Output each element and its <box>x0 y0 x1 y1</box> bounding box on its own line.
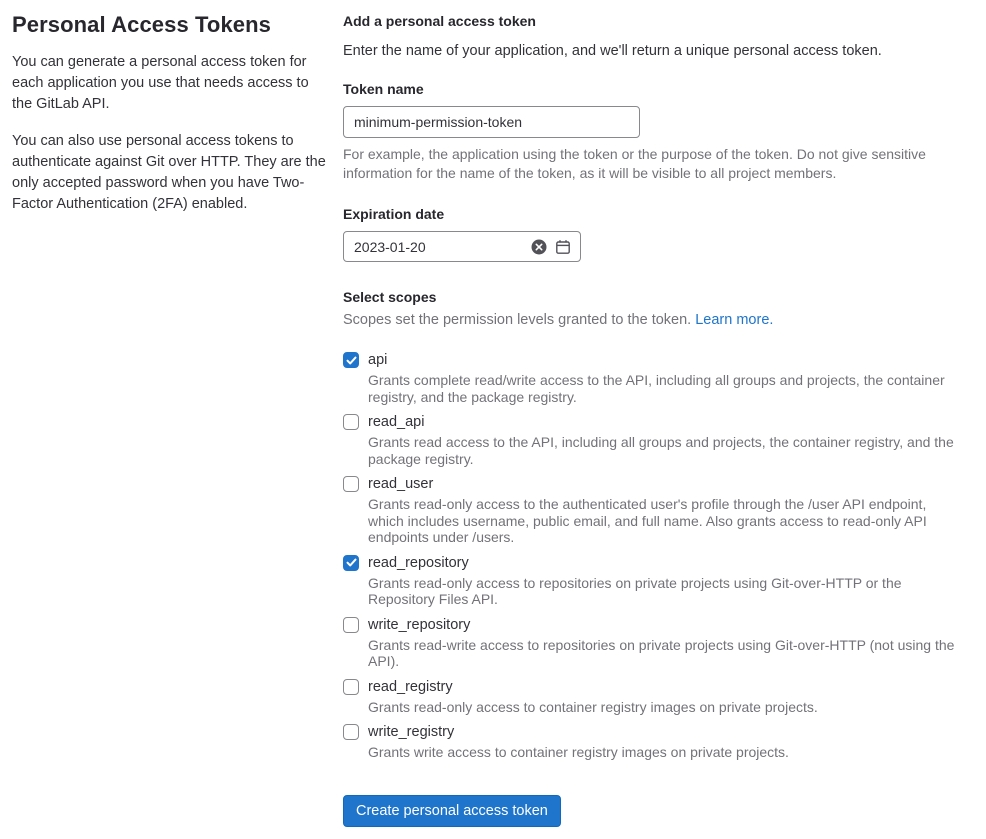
scope-name-label[interactable]: read_registry <box>368 678 453 695</box>
calendar-icon <box>555 239 571 255</box>
scope-description: Grants read access to the API, including all groups and projects, the container registry, and the package registry. <box>368 434 954 467</box>
scope-description: Grants write access to container registry images on private projects. <box>368 744 789 760</box>
add-token-form <box>343 12 963 827</box>
scope-name-label[interactable]: read_repository <box>368 554 469 571</box>
clear-date-button[interactable] <box>530 238 548 256</box>
scope-item-read_api <box>343 414 963 467</box>
scope-checkbox-write_repository[interactable] <box>343 617 359 633</box>
scope-checkbox-read_api[interactable] <box>343 414 359 430</box>
expiration-date-label: Expiration date <box>343 206 445 222</box>
scope-description: Grants read-only access to the authenticated user's profile through the /user API endpoint, which includes username, public email, and full name. Also grants access to read-only API endpoints under /users. <box>368 496 927 545</box>
circle-x-icon <box>531 239 547 255</box>
scope-checkbox-read_repository[interactable] <box>343 555 359 571</box>
description-paragraph: You can also use personal access tokens to authenticate against Git over HTTP. They are the only accepted password when you have Two-Factor Authentication (2FA) enabled. <box>12 133 326 212</box>
select-scopes-label: Select scopes <box>343 289 437 305</box>
scope-description: Grants read-only access to repositories on private projects using Git-over-HTTP or the Repository Files API. <box>368 574 902 607</box>
scope-description: Grants complete read/write access to the API, including all groups and projects, the container registry, and the package registry. <box>368 372 945 405</box>
scope-item-write_registry <box>343 724 963 761</box>
learn-more-link[interactable]: Learn more. <box>695 312 774 328</box>
token-name-label: Token name <box>343 81 424 97</box>
token-name-input[interactable] <box>343 106 640 138</box>
form-heading: Add a personal access token <box>343 13 536 29</box>
checkmark-icon <box>346 557 357 568</box>
scope-item-read_user <box>343 476 963 546</box>
scope-name-label[interactable]: read_api <box>368 414 425 430</box>
description-paragraph: You can generate a personal access token for each application you use that needs access to the GitLab API. <box>12 54 309 112</box>
scope-checkbox-read_user[interactable] <box>343 476 359 492</box>
scope-checkbox-read_registry[interactable] <box>343 679 359 695</box>
scope-description: Grants read-only access to container registry images on private projects. <box>368 698 818 715</box>
scope-item-api <box>343 352 963 405</box>
scopes-description <box>343 312 963 328</box>
page-title: Personal Access Tokens <box>12 12 271 37</box>
scopes-description-text: Scopes set the permission levels granted to the token. <box>343 312 696 328</box>
scope-item-read_registry <box>343 679 963 716</box>
scope-item-read_repository <box>343 555 963 608</box>
token-name-help: For example, the application using the token or the purpose of the token. Do not give sensitive information for the name of the token, as it will be visible to all project members. <box>343 146 926 181</box>
form-intro: Enter the name of your application, and we'll return a unique personal access token. <box>343 43 882 59</box>
settings-section-description <box>12 12 330 827</box>
scope-name-label[interactable]: write_registry <box>368 724 455 740</box>
scope-name-label[interactable]: api <box>368 352 388 368</box>
checkmark-icon <box>346 355 357 366</box>
scope-checkbox-write_registry[interactable] <box>343 724 359 740</box>
scope-item-write_repository <box>343 617 963 670</box>
calendar-picker-button[interactable] <box>554 238 572 256</box>
expiration-date-input[interactable] <box>354 239 524 255</box>
scope-checkbox-api[interactable] <box>343 352 359 368</box>
scope-description: Grants read-write access to repositories on private projects using Git-over-HTTP (not using the API). <box>368 636 955 669</box>
expiration-date-field[interactable] <box>343 231 581 262</box>
create-token-button[interactable]: Create personal access token <box>343 795 561 827</box>
scope-name-label[interactable]: read_user <box>368 476 434 492</box>
scope-name-label[interactable]: write_repository <box>368 616 471 633</box>
